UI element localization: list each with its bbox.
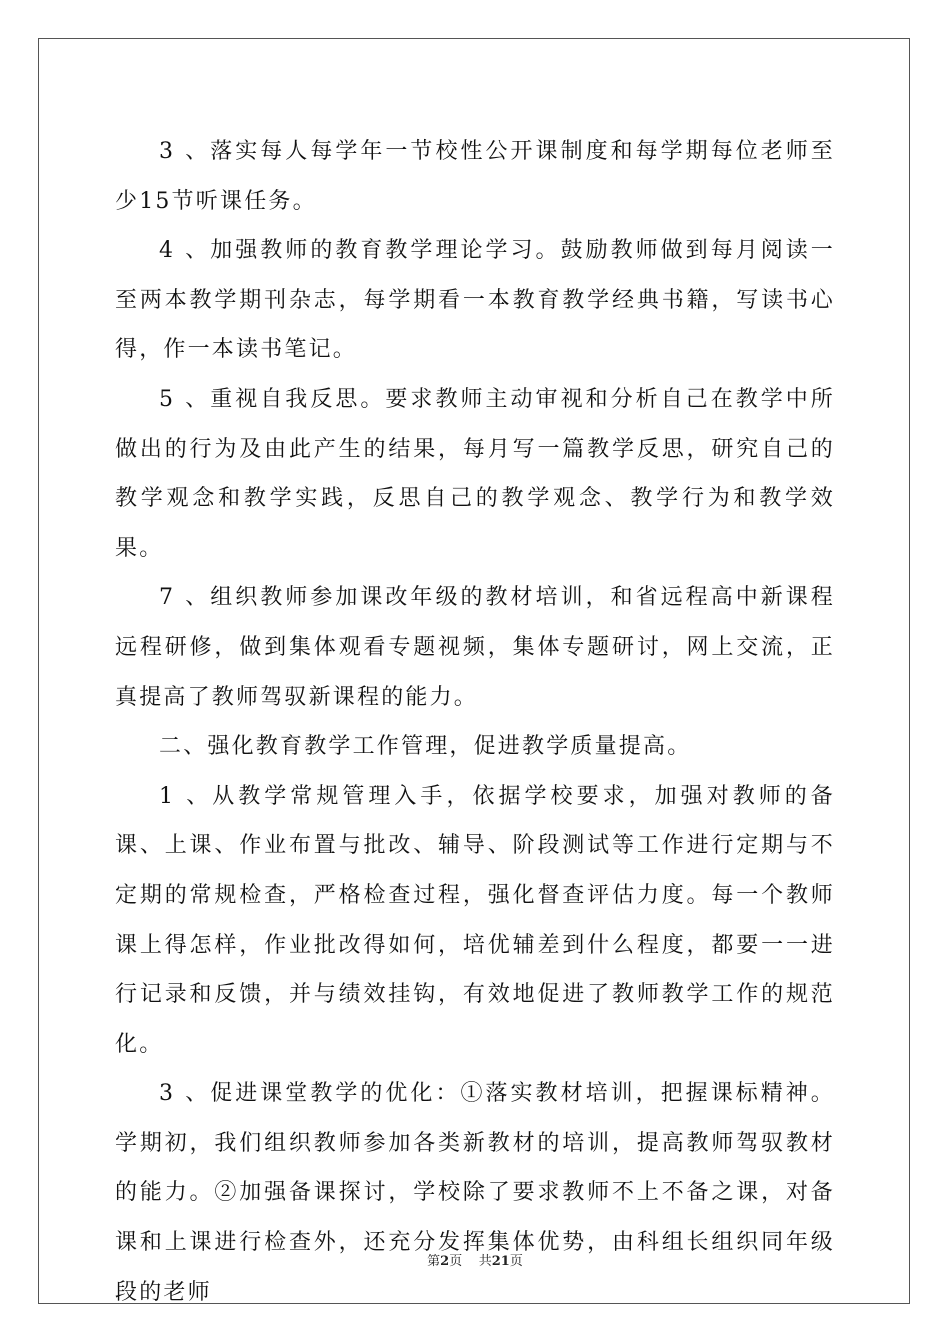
page-suffix: 页	[449, 1254, 463, 1269]
page-prefix: 第	[427, 1254, 441, 1269]
paragraph-3-classroom-optimization: 3 、促进课堂教学的优化：①落实教材培训，把握课标精神。学期初，我们组织教师参加各类新教材的培训，提高教师驾驭教材的能力。②加强备课探讨，学校除了要求教师不上不备之课，对备课和上课进行检查外，还充分发挥集体优势，由科组长组织同年级段的老师	[115, 1081, 835, 1305]
document-body	[115, 127, 835, 1317]
paragraph-3-public-lesson: 3 、落实每人每学年一节校性公开课制度和每学期每位老师至少15节听课任务。	[115, 139, 835, 214]
total-prefix: 共	[478, 1254, 492, 1269]
page-number: 2	[440, 1254, 450, 1269]
page-footer	[0, 1250, 950, 1269]
paragraph-4-theory-study: 4 、加强教师的教育教学理论学习。鼓励教师做到每月阅读一至两本教学期刊杂志，每学期看一本教育教学经典书籍，写读书心得，作一本读书笔记。	[115, 238, 835, 363]
paragraph-5-self-reflection: 5 、重视自我反思。要求教师主动审视和分析自己在教学中所做出的行为及由此产生的结果，每月写一篇教学反思，研究自己的教学观念和教学实践，反思自己的教学观念、教学行为和教学效果。	[115, 386, 835, 561]
section-heading-2: 二、强化教育教学工作管理，促进教学质量提高。	[159, 734, 692, 760]
total-suffix: 页	[509, 1254, 523, 1269]
paragraph-7-training: 7 、组织教师参加课改年级的教材培训，和省远程高中新课程远程研修，做到集体观看专题视频，集体专题研讨，网上交流，正真提高了教师驾驭新课程的能力。	[115, 585, 835, 710]
total-pages: 21	[491, 1254, 510, 1269]
paragraph-1-routine-management: 1 、从教学常规管理入手，依据学校要求，加强对教师的备课、上课、作业布置与批改、辅导、阶段测试等工作进行定期与不定期的常规检查，严格检查过程，强化督查评估力度。每一个教师课上得怎样，作业批改得如何，培优辅差到什么程度，都要一一进行记录和反馈，并与绩效挂钩，有效地促进了教师教学工作的规范化。	[115, 783, 835, 1057]
